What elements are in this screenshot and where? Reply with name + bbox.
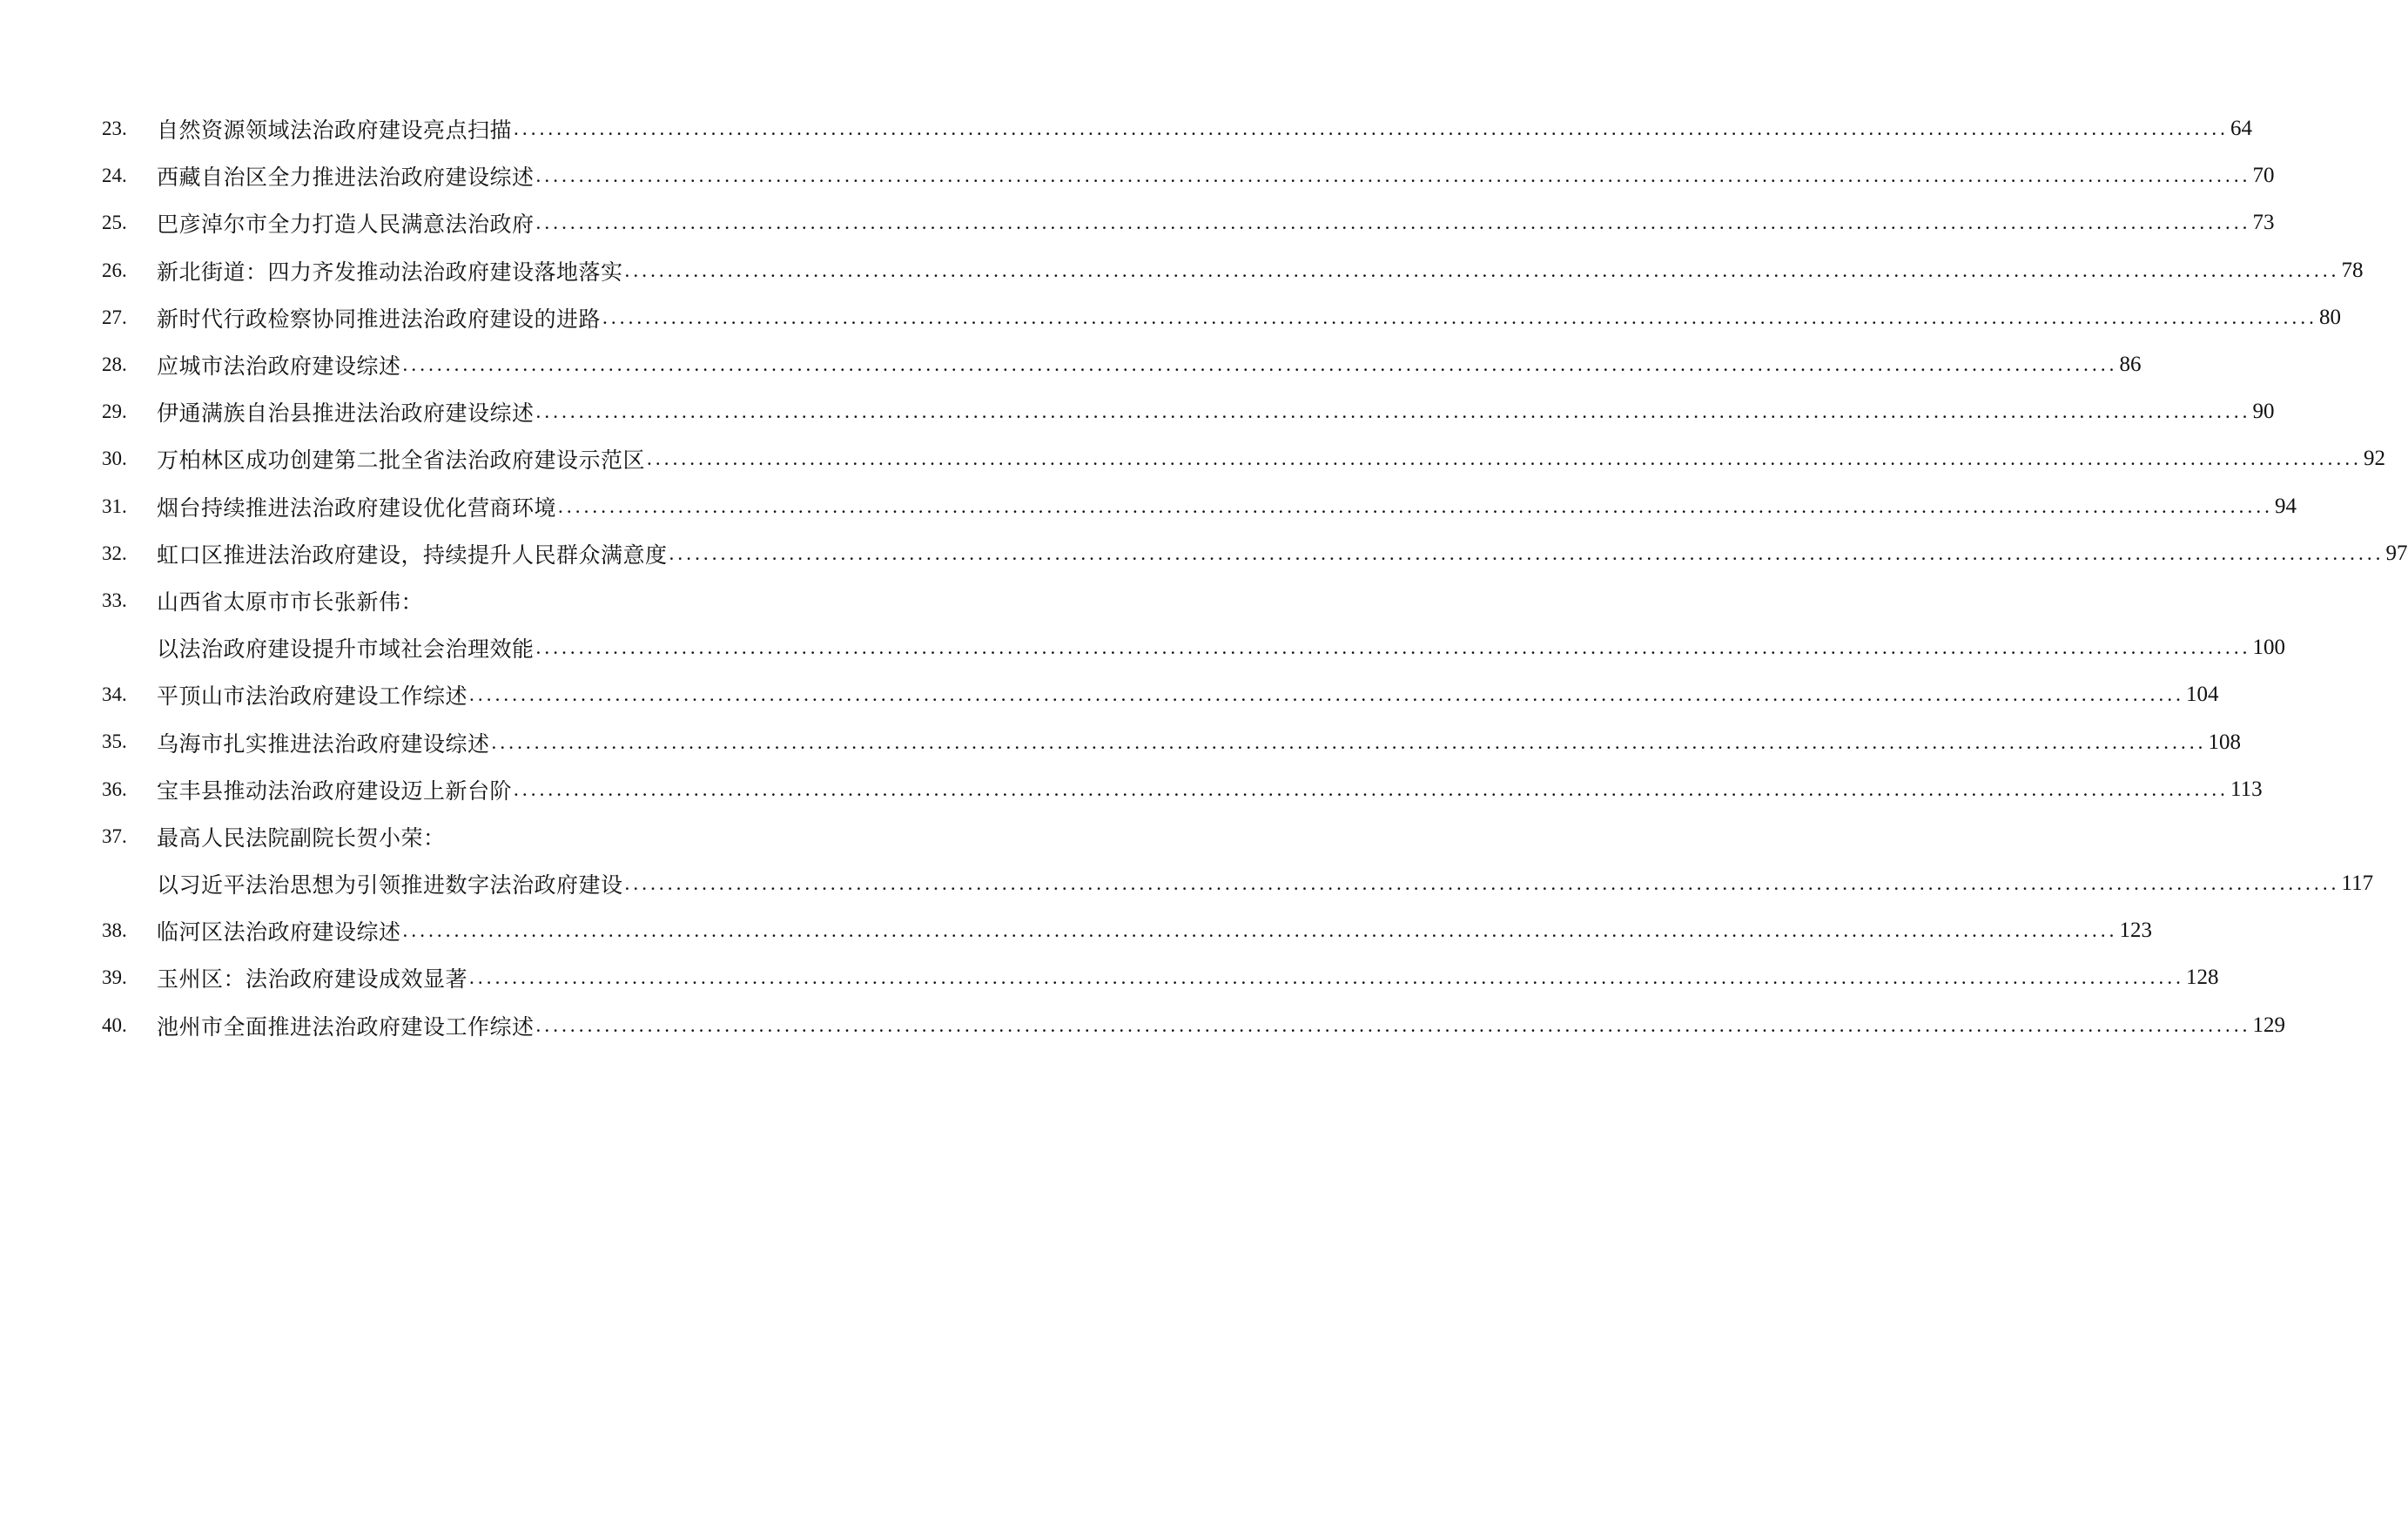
toc-entry bbox=[0, 105, 2253, 152]
toc-entry-title: 玉州区：法治政府建设成效显著 bbox=[157, 966, 468, 993]
toc-entry-page: 73 bbox=[2252, 211, 2275, 235]
toc-entry-title: 新北街道：四力齐发推动法治政府建设落地落实 bbox=[157, 259, 623, 285]
toc-entry bbox=[0, 199, 2275, 246]
dot-leader: ........................................................................................................................................................................................................ bbox=[514, 777, 2230, 800]
toc-entry bbox=[0, 671, 2219, 718]
toc-entry-page: 104 bbox=[2186, 683, 2219, 707]
dot-leader: ........................................................................................................................................................................................................ bbox=[469, 683, 2185, 706]
toc-entry-number: 27. bbox=[102, 306, 127, 328]
toc-entry-line bbox=[157, 247, 2364, 294]
toc-entry-line bbox=[157, 530, 2408, 577]
toc-entry-line bbox=[157, 388, 2275, 435]
dot-leader: ........................................................................................................................................................................................................ bbox=[624, 259, 2340, 281]
toc-entry-number: 32. bbox=[102, 542, 127, 564]
toc-entry-page: 94 bbox=[2275, 494, 2297, 518]
toc-entry-title: 万柏林区成功创建第二批全省法治政府建设示范区 bbox=[157, 448, 646, 474]
toc-entry-line bbox=[157, 577, 977, 624]
toc-entry-number: 30. bbox=[102, 448, 127, 470]
toc-entry-line bbox=[157, 483, 2297, 530]
toc-entry-line bbox=[157, 624, 2286, 671]
toc-entry-page: 123 bbox=[2119, 919, 2153, 943]
toc-entry-line bbox=[157, 152, 2275, 199]
dot-leader: ........................................................................................................................................................................................................ bbox=[469, 966, 2185, 989]
toc-entry-continuation bbox=[0, 860, 2374, 907]
toc-entry-page: 108 bbox=[2208, 730, 2242, 754]
toc-entry-line bbox=[157, 813, 977, 860]
toc-entry bbox=[0, 907, 2153, 954]
toc-entry bbox=[0, 247, 2364, 294]
toc-entry bbox=[0, 530, 2408, 577]
toc-entry bbox=[0, 954, 2219, 1001]
toc-entry-page: 117 bbox=[2341, 872, 2374, 896]
dot-leader: ........................................................................................................................................................................................................ bbox=[624, 872, 2340, 895]
toc-entry-title: 烟台持续推进法治政府建设优化营商环境 bbox=[157, 495, 557, 521]
toc-entry-number: 40. bbox=[102, 1013, 127, 1036]
toc-entry-title: 平顶山市法治政府建设工作综述 bbox=[157, 683, 468, 710]
dot-leader: ........................................................................................................................................................................................................ bbox=[402, 919, 2118, 942]
toc-entry-title: 乌海市扎实推进法治政府建设综述 bbox=[157, 730, 490, 757]
toc-entry-number: 33. bbox=[102, 589, 127, 611]
toc-entry-title: 以法治政府建设提升市域社会治理效能 bbox=[157, 636, 535, 663]
toc-entry-page: 70 bbox=[2252, 164, 2275, 188]
toc-entry-page: 90 bbox=[2252, 400, 2275, 424]
toc-entry-line bbox=[157, 860, 2374, 907]
toc-entry-number: 38. bbox=[102, 919, 127, 942]
toc-entry-title: 西藏自治区全力推进法治政府建设综述 bbox=[157, 165, 535, 191]
toc-entry-number: 29. bbox=[102, 401, 127, 423]
toc-entry-number: 28. bbox=[102, 353, 127, 375]
toc-entry-page: 129 bbox=[2252, 1013, 2286, 1037]
toc-entry bbox=[0, 388, 2275, 435]
toc-entry-page: 113 bbox=[2230, 777, 2263, 801]
toc-entry-line bbox=[157, 671, 2219, 718]
toc-entry-number: 36. bbox=[102, 777, 127, 800]
dot-leader: ........................................................................................................................................................................................................ bbox=[535, 636, 2251, 659]
toc-entry bbox=[0, 718, 2242, 765]
toc-entry-title: 临河区法治政府建设综述 bbox=[157, 919, 401, 946]
toc-entry bbox=[0, 766, 2263, 813]
toc-entry-page: 128 bbox=[2186, 966, 2219, 990]
toc-entry-number: 23. bbox=[102, 118, 127, 139]
dot-leader: ........................................................................................................................................................................................................ bbox=[558, 495, 2274, 517]
toc-entry-title: 应城市法治政府建设综述 bbox=[157, 353, 401, 380]
dot-leader: ........................................................................................................................................................................................................ bbox=[402, 353, 2118, 376]
toc-entry-title: 最高人民法院副院长贺小荣： bbox=[157, 825, 446, 851]
toc-entry-number: 37. bbox=[102, 825, 127, 847]
toc-entry bbox=[0, 435, 2386, 482]
toc-entry bbox=[0, 813, 1080, 860]
toc-entry-line bbox=[157, 199, 2275, 246]
dot-leader: ........................................................................................................................................................................................................ bbox=[535, 401, 2251, 423]
toc-entry-page: 97 bbox=[2385, 541, 2408, 565]
toc-entry bbox=[0, 483, 2297, 530]
toc-entry-page: 100 bbox=[2252, 636, 2286, 660]
toc-entry-line bbox=[157, 907, 2153, 954]
dot-leader: ........................................................................................................................................................................................................ bbox=[669, 542, 2384, 564]
toc-entry-line bbox=[157, 341, 2142, 388]
toc-entry-title: 自然资源领域法治政府建设亮点扫描 bbox=[157, 118, 513, 144]
toc-entry bbox=[0, 294, 2342, 341]
toc-entry-title: 池州市全面推进法治政府建设工作综述 bbox=[157, 1013, 535, 1040]
dot-leader: ........................................................................................................................................................................................................ bbox=[647, 448, 2363, 470]
toc-entry-number: 35. bbox=[102, 730, 127, 753]
toc-entry-page: 78 bbox=[2341, 258, 2364, 282]
toc-entry-line bbox=[157, 105, 2253, 152]
toc-entry-title: 虹口区推进法治政府建设，持续提升人民群众满意度 bbox=[157, 542, 668, 568]
toc-entry-continuation bbox=[0, 624, 2286, 671]
dot-leader: ........................................................................................................................................................................................................ bbox=[602, 306, 2318, 328]
toc-entry-number: 31. bbox=[102, 495, 127, 517]
toc-entry-line bbox=[157, 954, 2219, 1001]
table-of-contents bbox=[0, 105, 2408, 1049]
toc-entry-title: 伊通满族自治县推进法治政府建设综述 bbox=[157, 401, 535, 427]
toc-entry-number: 24. bbox=[102, 165, 127, 187]
toc-entry-page: 64 bbox=[2230, 117, 2253, 141]
toc-entry-number: 34. bbox=[102, 683, 127, 706]
toc-entry-number: 39. bbox=[102, 966, 127, 989]
toc-entry bbox=[0, 341, 2142, 388]
toc-entry-number: 26. bbox=[102, 259, 127, 281]
toc-entry-page: 92 bbox=[2364, 447, 2386, 471]
toc-entry-number: 25. bbox=[102, 212, 127, 234]
dot-leader: ........................................................................................................................................................................................................ bbox=[535, 1013, 2251, 1036]
toc-entry-title: 新时代行政检察协同推进法治政府建设的进路 bbox=[157, 306, 602, 332]
toc-entry-line bbox=[157, 294, 2342, 341]
toc-entry bbox=[0, 152, 2275, 199]
dot-leader: ........................................................................................................................................................................................................ bbox=[491, 730, 2207, 753]
toc-entry bbox=[0, 577, 1080, 624]
dot-leader: ........................................................................................................................................................................................................ bbox=[514, 118, 2230, 140]
toc-entry-title: 以习近平法治思想为引领推进数字法治政府建设 bbox=[157, 872, 623, 899]
toc-entry-title: 宝丰县推动法治政府建设迈上新台阶 bbox=[157, 777, 513, 804]
toc-entry-line bbox=[157, 1002, 2286, 1049]
toc-entry-title: 巴彦淖尔市全力打造人民满意法治政府 bbox=[157, 212, 535, 238]
toc-entry-line bbox=[157, 435, 2386, 482]
toc-entry-page: 80 bbox=[2319, 305, 2342, 329]
dot-leader: ........................................................................................................................................................................................................ bbox=[535, 165, 2251, 187]
toc-entry-line bbox=[157, 718, 2242, 765]
dot-leader: ........................................................................................................................................................................................................ bbox=[535, 212, 2251, 234]
toc-entry-title: 山西省太原市市长张新伟： bbox=[157, 589, 424, 615]
toc-entry bbox=[0, 1002, 2286, 1049]
toc-entry-line bbox=[157, 766, 2263, 813]
toc-entry-page: 86 bbox=[2119, 353, 2142, 377]
